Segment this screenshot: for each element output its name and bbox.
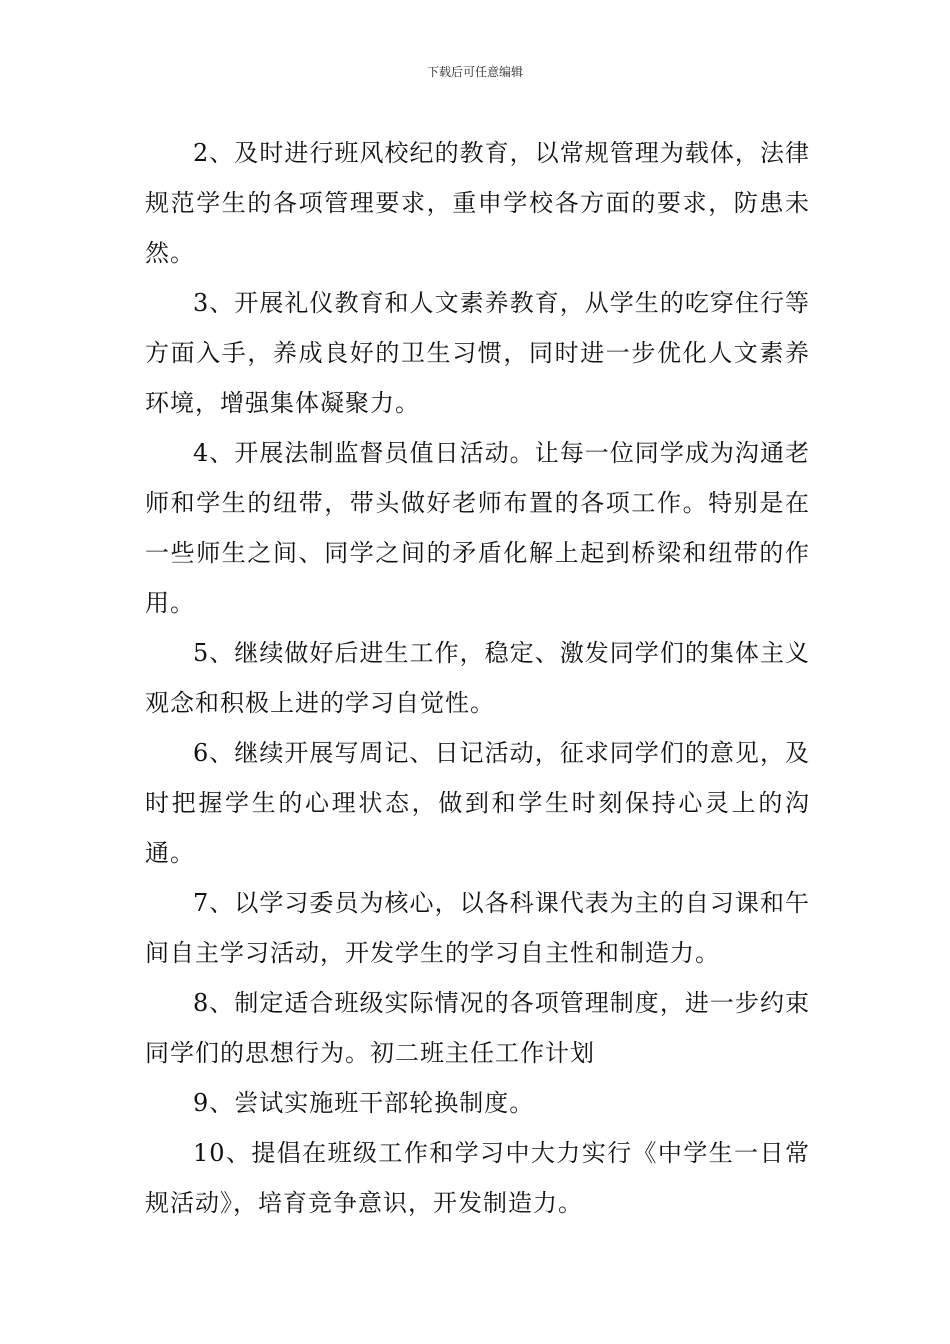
document-body [145,128,810,1228]
paragraph-item-10: 10、提倡在班级工作和学习中大力实行《中学生一日常规活动》，培育竞争意识，开发制造力。 [145,1139,810,1217]
paragraph-item-6: 6、继续开展写周记、日记活动，征求同学们的意见，及时把握学生的心理状态，做到和学生时刻保持心灵上的沟通。 [145,739,810,867]
paragraph-item-8: 8、制定适合班级实际情况的各项管理制度，进一步约束同学们的思想行为。初二班主任工作计划 [145,989,810,1067]
paragraph-item-9: 9、尝试实施班干部轮换制度。 [193,1089,535,1117]
page-header: 下载后可任意编辑 [426,65,523,79]
paragraph-item-5: 5、继续做好后进生工作，稳定、激发同学们的集体主义观念和积极上进的学习自觉性。 [145,639,810,717]
paragraph-item-4: 4、开展法制监督员值日活动。让每一位同学成为沟通老师和学生的纽带，带头做好老师布置的各项工作。特别是在一些师生之间、同学之间的矛盾化解上起到桥梁和纽带的作用。 [145,439,810,617]
paragraph-item-7: 7、以学习委员为核心，以各科课代表为主的自习课和午间自主学习活动，开发学生的学习自主性和制造力。 [145,889,810,967]
paragraph-item-2: 2、及时进行班风校纪的教育，以常规管理为载体，法律规范学生的各项管理要求，重申学校各方面的要求，防患未然。 [145,139,810,267]
paragraph-item-3: 3、开展礼仪教育和人文素养教育，从学生的吃穿住行等方面入手，养成良好的卫生习惯，同时进一步优化人文素养环境，增强集体凝聚力。 [145,289,810,417]
